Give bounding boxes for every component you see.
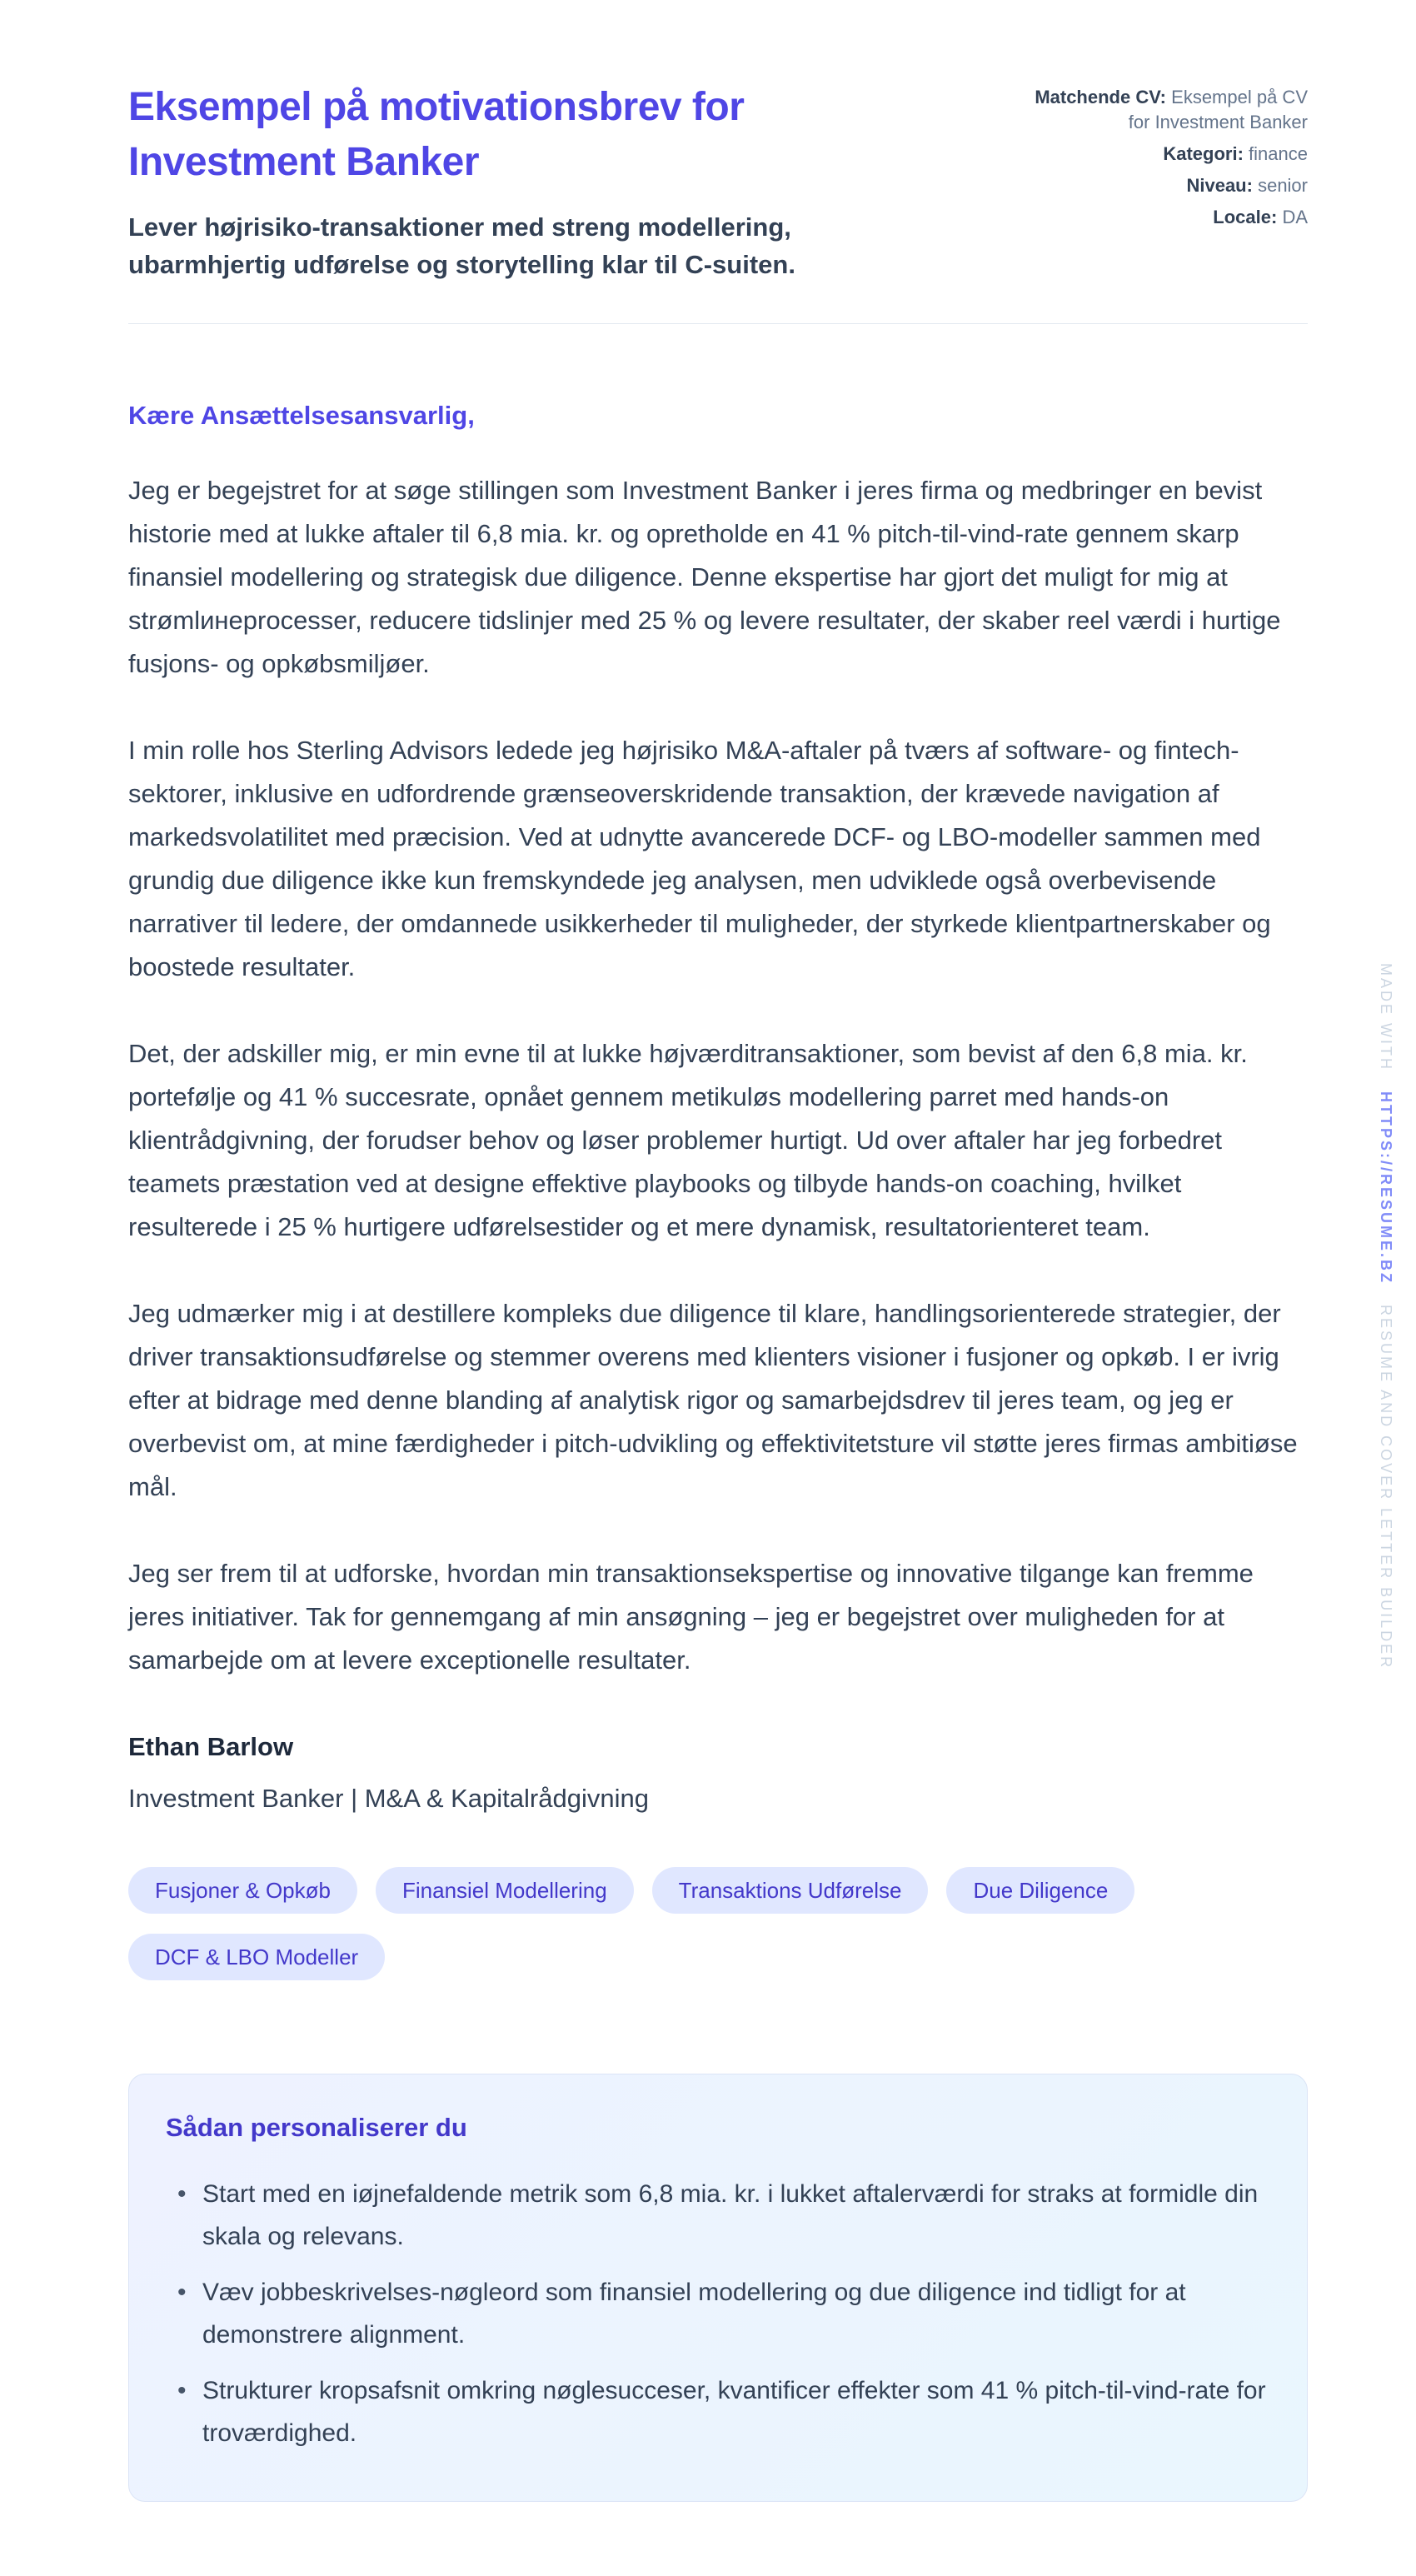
signature-block <box>128 1725 1308 1820</box>
skill-tag: Finansiel Modellering <box>376 1867 634 1914</box>
watermark-made-with-label: MADE WITH <box>1378 963 1394 1071</box>
tips-item: • Væv jobbeskrivelses-nøgleord som finansiel modellering og due diligence ind tidligt for at demonstrere alignment. <box>166 2271 1270 2356</box>
divider <box>128 323 1308 324</box>
page-subtitle: Lever højrisiko-transaktioner med streng modellering, ubarmhjertig udførelse og storytelling klar til C-suiten. <box>128 212 795 279</box>
meta-entry <box>1033 173 1308 198</box>
meta-entry <box>1033 142 1308 167</box>
meta-value: senior <box>1258 175 1308 196</box>
cover-letter <box>128 401 1308 1820</box>
content-column <box>128 0 1308 2502</box>
meta-value: Eksempel på CV for Investment Banker <box>1128 87 1308 132</box>
signature-role: Investment Banker | M&A & Kapitalrådgivning <box>128 1784 649 1813</box>
meta-entry <box>1033 85 1308 135</box>
meta-label: Matchende CV: <box>1035 87 1167 107</box>
letter-paragraph: Jeg er begejstret for at søge stillingen som Investment Banker i jeres firma og medbringer en bevist historie med at lukke aftaler til 6,8 mia. kr. og opretholde en 41 % pitch-til-vind-rate gennem skarp finansiel modellering og strategisk due diligence. Denne ekspertise har gjort det muligt for mig at strømlинеprocesser, reducere tidslinjer med 25 % og levere resultater, der skaber reel værdi i hurtige fusjons- og opkøbsmiljøer. <box>128 476 1281 678</box>
meta-value: DA <box>1282 207 1308 227</box>
meta-label: Niveau: <box>1186 175 1253 196</box>
greeting: Kære Ansættelsesansvarlig, <box>128 401 475 430</box>
header <box>128 80 1308 283</box>
skill-tag: DCF & LBO Modeller <box>128 1934 385 1980</box>
skill-tag: Due Diligence <box>946 1867 1134 1914</box>
letter-paragraph: Jeg udmærker mig i at destillere kompleks due diligence til klare, handlingsorienterede strategier, der driver transaktionsudførelse og stemmer overens med klienters visioner i fusjoner og opkøb. I er ivrig efter at bidrage med denne blanding af analytisk rigor og samarbejdsdrev til jeres team, og jeg er overbevist om, at mine færdigheder i pitch-udvikling og effektivitetsture vil støtte jeres firmas ambitiøse mål. <box>128 1299 1298 1501</box>
meta-value: finance <box>1249 143 1308 164</box>
skill-tags <box>128 1867 1308 1980</box>
letter-body <box>128 469 1308 1682</box>
meta-block <box>1033 80 1308 237</box>
tips-item: • Start med en iøjnefaldende metrik som 6,8 mia. kr. i lukket aftalerværdi for straks at formidle din skala og relevans. <box>166 2173 1270 2258</box>
page-title: Eksempel på motivationsbrev for Investment Banker <box>128 85 745 184</box>
skill-tag: Fusjoner & Opkøb <box>128 1867 357 1914</box>
meta-label: Kategori: <box>1163 143 1244 164</box>
title-block <box>128 80 911 283</box>
tips-list <box>166 2173 1270 2454</box>
watermark <box>1377 963 1394 1670</box>
letter-paragraph: Jeg ser frem til at udforske, hvordan min transaktionsekspertise og innovative tilgange kan fremme jeres initiativer. Tak for gennemgang af min ansøgning – jeg er begejstret over muligheden for at samarbejde om at levere exceptionelle resultater. <box>128 1559 1254 1675</box>
watermark-builder-label: RESUME AND COVER LETTER BUILDER <box>1378 1305 1394 1670</box>
meta-entry <box>1033 205 1308 230</box>
personalization-tips-card <box>128 2074 1308 2502</box>
skill-tag: Transaktions Udførelse <box>652 1867 929 1914</box>
meta-label: Locale: <box>1213 207 1278 227</box>
watermark-resume-bz-link[interactable]: HTTPS://RESUME.BZ <box>1378 1091 1394 1286</box>
signature-name: Ethan Barlow <box>128 1732 294 1761</box>
tips-item: • Strukturer kropsafsnit omkring nøglesucceser, kvantificer effekter som 41 % pitch-til-vind-rate for troværdighed. <box>166 2369 1270 2454</box>
letter-paragraph: I min rolle hos Sterling Advisors ledede jeg højrisiko M&A-aftaler på tværs af software- og fintech-sektorer, inklusive en udfordrende grænseoverskridende transaktion, der krævede navigation af markedsvolatilitet med præcision. Ved at udnytte avancerede DCF- og LBO-modeller sammen med grundig due diligence ikke kun fremskyndede jeg analysen, men udviklede også overbevisende narrativer til ledere, der omdannede usikkerheder til muligheder, der styrkede klientpartnerskaber og boostede resultater. <box>128 736 1271 981</box>
tips-title: Sådan personaliserer du <box>166 2113 467 2142</box>
letter-paragraph: Det, der adskiller mig, er min evne til at lukke højværditransaktioner, som bevist af den 6,8 mia. kr. portefølje og 41 % succesrate, opnået gennem metikuløs modellering parret med hands-on klientrådgivning, der forudser behov og løser problemer hurtigt. Ud over aftaler har jeg forbedret teamets præstation ved at designe effektive playbooks og tilbyde hands-on coaching, hvilket resulterede i 25 % hurtigere udførelsestider og et mere dynamisk, resultatorienteret team. <box>128 1039 1248 1241</box>
